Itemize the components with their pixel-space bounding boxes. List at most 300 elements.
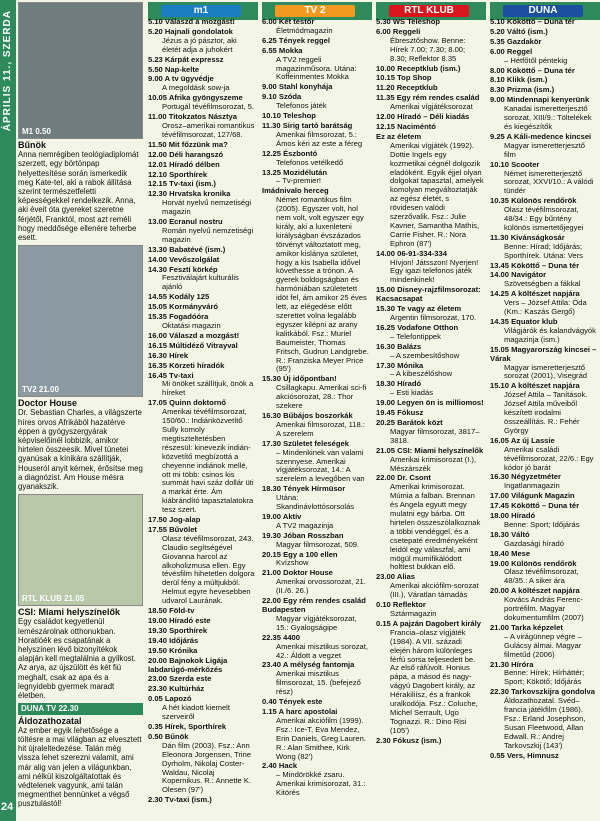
program-title: 23.30 Kultúrház xyxy=(148,684,205,694)
program-entry xyxy=(490,28,598,37)
program-description: József Attila – Tanítások. József Attila műveiből készített irodalmi összeállítás. R.: Fehér György xyxy=(504,390,588,435)
program-title: 5.30 WS Teleshop xyxy=(376,18,441,26)
program-description: Magyar ismeretterjesztő film xyxy=(504,140,586,159)
program-description: Áldozathozatal. Svéd–francia játékfilm (1986). Fsz.: Erland Josephson, Susan Fleetwood, Allan Edwall. R.: Andrej Tarkovszkij (143') xyxy=(504,696,586,750)
program-entry xyxy=(490,76,598,85)
program-description: – Telefontippek xyxy=(390,331,441,341)
schedule-column-m1 xyxy=(148,18,256,818)
program-entry xyxy=(262,169,370,187)
program-title: 17.00 Világunk Magazin xyxy=(490,491,575,501)
highlight-title: Áldozathozatal xyxy=(18,715,82,726)
program-entry xyxy=(148,141,256,150)
program-description: A TV2 magazinja xyxy=(276,520,334,530)
program-title: 6.00 Két testőr xyxy=(262,18,315,26)
program-title: 16.45 Tv-taxi xyxy=(148,370,194,380)
program-title: 17.45 Kököttő – Duna tér xyxy=(490,501,580,511)
program-entry xyxy=(490,67,598,76)
highlight-text: Az ember egyik lehetősége a töltésre a mai világban az elvesztett hit újraleltedezése. Talán még vissza lehet szerezni valamit, ami már alig van jelen a világunkban, ami nélkül kiszolgáltatottak és védtelenek vagyunk, ami talán megmenthet bennünket a végső pusztulástól! xyxy=(18,725,142,809)
program-title: 8.00 Kököttő – Duna tér xyxy=(490,65,575,75)
program-title: 12.00 Déli harangszó xyxy=(148,149,224,159)
program-entry xyxy=(262,18,370,36)
program-entry xyxy=(148,516,256,525)
program-title: 19.30 Sporthírek xyxy=(148,625,208,635)
program-description: Portugál tévéfilmsorozat, 5. xyxy=(162,102,255,112)
program-entry xyxy=(490,38,598,47)
highlights-column xyxy=(18,0,143,821)
program-title: 19.40 Időjárás xyxy=(148,635,199,645)
date-label: ÁPRILIS 11., SZERDA xyxy=(2,10,13,132)
program-title: 12.15 Naciméntó xyxy=(376,121,436,131)
program-title: 17.30 Mónika xyxy=(376,360,424,370)
program-title: 15.05 Kormányváró xyxy=(148,302,219,312)
page-number: 24 xyxy=(1,801,14,813)
program-title: 18.40 Mese xyxy=(490,548,531,558)
program-title: 5.20 Váltó (ism.) xyxy=(490,26,548,36)
program-entry xyxy=(148,685,256,694)
program-entry xyxy=(148,362,256,371)
program-description: Telefonos játék xyxy=(276,101,327,111)
program-description: Magyar ismeretterjesztő sorozat (2001), Visegrád xyxy=(504,362,588,381)
program-entry xyxy=(490,437,598,473)
program-entry xyxy=(148,399,256,515)
photo-m1 xyxy=(18,2,143,139)
program-title: 12.00 Híradó – Déli kiadás xyxy=(376,112,470,122)
program-entry xyxy=(148,637,256,646)
program-title: 16.35 Körzeti híradók xyxy=(148,360,225,370)
program-description: Hívjon! Játsszon! Nyerjen! Egy igazi telefonos játék mindenkinek! xyxy=(390,257,479,285)
program-entry xyxy=(490,318,598,345)
program-entry xyxy=(262,150,370,168)
program-title: 10.05 Afrika gyöngyszeme xyxy=(148,93,243,103)
program-description: Német ismeretterjesztő sorozat, XXVI/10.: A válódi tündér xyxy=(504,168,594,196)
program-entry xyxy=(148,733,256,795)
program-title: 16.00 Válaszd a mozgást! xyxy=(148,330,240,340)
program-title: 14.00 Navigátor xyxy=(490,270,547,280)
program-title: 20.00 A költészet napjára xyxy=(490,586,580,596)
photo-tv2 xyxy=(18,245,143,397)
program-title: 11.30 Kivánságkosár xyxy=(490,232,565,242)
tv2-logo: TV 2 xyxy=(275,5,355,17)
program-title: 21.00 Doktor House xyxy=(262,568,333,578)
program-title: 10.35 Különös rendőrök xyxy=(490,196,577,206)
program-title: 13.25 Mozidélután xyxy=(262,167,327,177)
program-title: 5.35 Gazdakör xyxy=(490,36,542,46)
program-title: 17.30 Születet feleségek xyxy=(262,438,349,448)
section-bar: DUNA TV 22.30 xyxy=(18,703,143,714)
program-title: 18.30 Tények Hírmüsor xyxy=(262,484,346,494)
program-entry xyxy=(376,620,484,736)
program-entry xyxy=(148,75,256,93)
program-entry xyxy=(148,94,256,112)
program-entry xyxy=(490,550,598,559)
program-entry xyxy=(490,161,598,197)
program-title: 15.35 Fogadóóra xyxy=(148,312,209,322)
program-entry xyxy=(262,83,370,92)
program-description: Világjárók és kalandvágyók magazinja (ism.) xyxy=(504,325,596,344)
program-title: 15.30 Te vagy az életem xyxy=(376,304,462,314)
program-entry xyxy=(148,293,256,302)
program-description: Telefonos vetélkedő xyxy=(276,157,344,167)
program-title: 0.50 Bűnök xyxy=(148,731,189,741)
program-entry xyxy=(376,74,484,83)
m1-logo: m1 xyxy=(161,5,241,17)
program-entry xyxy=(148,313,256,331)
program-description: A megoldásk sow-ja xyxy=(162,83,230,93)
program-description: – Esti kiadás xyxy=(390,388,434,398)
program-entry xyxy=(376,94,484,112)
program-description: Benne: Hírek; Hírháttér; Sport; Kökötő; Időjárás xyxy=(504,668,585,687)
program-entry xyxy=(376,343,484,361)
program-title: 23.40 A mélység fantomja xyxy=(262,660,355,670)
program-entry xyxy=(262,187,370,374)
program-title: 12.30 Hrvatska kronika xyxy=(148,189,231,199)
program-entry xyxy=(376,113,484,122)
program-entry xyxy=(490,133,598,160)
program-entry xyxy=(262,47,370,83)
program-entry xyxy=(262,597,370,633)
program-title: 0.55 Vers, Himnusz xyxy=(490,750,559,760)
program-entry xyxy=(376,286,484,304)
program-title: 18.00 Híradó xyxy=(490,511,536,521)
program-entry xyxy=(490,661,598,688)
program-title: Ez az életem xyxy=(376,131,422,141)
program-entry xyxy=(376,65,484,74)
program-title: 5.10 Válaszd a mozgást! xyxy=(148,18,235,26)
program-title: 20.25 Barátok közt xyxy=(376,417,443,427)
program-description: – Tv-premier! xyxy=(276,176,322,186)
program-title: 19.00 Különös rendőrök xyxy=(490,558,577,568)
program-title: 14.55 Kodály 125 xyxy=(148,292,210,302)
program-description: Szövetségben a fákkal xyxy=(504,279,581,289)
program-title: 11.20 Receptklub xyxy=(376,83,438,93)
program-description: Amerikai misztikus sorozat, 42.: Áldott a vegzet xyxy=(276,641,368,660)
program-description: Utána: Skandinávlottósorsolás xyxy=(276,493,355,512)
program-title: 16.30 Bűbájos boszorkák xyxy=(262,410,353,420)
program-entry xyxy=(148,617,256,626)
program-title: 16.15 Múltidéző Vitrayval xyxy=(148,340,238,350)
program-title: 23.00 Szerda este xyxy=(148,674,212,684)
program-title: 11.00 Titokzatos Násztya xyxy=(148,112,237,122)
program-entry xyxy=(490,96,598,132)
program-title: 19.00 Aktív xyxy=(262,511,302,521)
schedule-column-rtl xyxy=(376,18,484,818)
program-title: 14.25 A költészet napjára xyxy=(490,289,580,299)
program-description: Gazdasági híradó xyxy=(504,538,564,548)
program-description: Amerikai vígjáték (1992). Dottie Ingels egy kozmetikai cégnél dolgozik eladóként. Egyik éjjel olyan dolgokat tapasztal, amelyek komolyan megváltoztatják az egész életét, s rövidesen valódi szerzővalik. Fsz.: Julie Kavner, Samantha Mathis, Carrie Fisher. R.: Nora Ephron (87') xyxy=(390,140,484,248)
program-entry xyxy=(490,688,598,750)
program-entry xyxy=(148,171,256,180)
program-title: 9.00 Stahl konyhája xyxy=(262,82,333,92)
program-title: 21.00 Tarka képzelet xyxy=(490,622,563,632)
program-entry xyxy=(490,234,598,261)
program-entry xyxy=(262,375,370,411)
program-title: 14.30 Fesztí körkép xyxy=(148,264,218,274)
program-entry xyxy=(148,28,256,55)
program-title: 14.35 Equator klub xyxy=(490,317,558,326)
program-title: 16.05 Az új Lassie xyxy=(490,435,555,445)
program-entry xyxy=(490,382,598,435)
program-entry xyxy=(262,412,370,439)
program-entry xyxy=(376,362,484,380)
program-title: 10.10 Teleshop xyxy=(262,111,316,121)
program-title: 11.35 Egy rém rendes család xyxy=(376,93,480,103)
program-entry xyxy=(376,601,484,619)
highlight-title: CSI: Miami helyszínelők xyxy=(18,607,121,618)
program-entry xyxy=(262,532,370,550)
program-description: Benne: Hírad; Időjárás; Sporthírek. Utána: Vers xyxy=(504,241,583,260)
program-description: Dán film (2003). Fsz.: Ann Eleonora Jorgensen, Trine Dyrholm, Nikolaj Coster-Waldau, Nicolaj Kopernikus. R.: Annette K. Olesen (97') xyxy=(162,740,252,795)
program-title: 1.15 A harc apostolai xyxy=(262,706,338,716)
program-entry xyxy=(490,271,598,289)
program-description: – Mindörökké zsaru. Amerikai krimisorozat, 31.: Kitörés xyxy=(276,770,366,798)
program-title: 22.30 Tarkovszkijra gondolva xyxy=(490,687,595,697)
program-title: 13.45 Kököttő – Duna tér xyxy=(490,260,580,270)
program-description: Kanadai ismeretterjesztő sorozat, XIII/9.: Töltelékek és kiegészítők xyxy=(504,104,592,131)
program-description: Csillagkapu. Amerikai sci-fi akciósorozat, 28.: Thor szekere xyxy=(276,383,367,411)
program-title: 16.30 Hírek xyxy=(148,350,189,360)
program-entry xyxy=(376,324,484,342)
program-title: 19.45 Fókusz xyxy=(376,408,424,418)
program-title: 12.10 Sporthírek xyxy=(148,169,208,179)
program-title: 8.10 Klikk (ism.) xyxy=(490,75,548,85)
program-entry xyxy=(262,708,370,761)
program-title: Imádnivalo herceg xyxy=(262,186,329,196)
program-entry xyxy=(490,262,598,271)
program-title: 0.05 Lapozó xyxy=(148,694,192,704)
program-entry xyxy=(262,93,370,111)
program-entry xyxy=(490,587,598,623)
program-description: – A kibeszélőshow xyxy=(390,369,453,379)
program-title: 17.50 Jog-alap xyxy=(148,515,201,525)
program-entry xyxy=(376,573,484,600)
program-description: Olasz tévéfilmsorozat, 48/34.: Egy bűntény különös ismertetőjegyei xyxy=(504,205,584,232)
program-description: Amerikai akciófilm-sorozat (III.), Váratlan támadás xyxy=(390,581,479,600)
rtl-logo: RTL KLUB xyxy=(389,5,469,17)
program-title: 17.05 Quinn doktornő xyxy=(148,398,227,408)
program-description: Kovács András Ferenc-portréfilm. Magyar dokumentumfilm (2007) xyxy=(504,595,584,622)
program-entry xyxy=(262,762,370,798)
program-description: Vers – József Attila: Óda (Km.: Kaszás Gergő) xyxy=(504,298,587,317)
program-description: Olasz tévéfilmsorozat, 48/35.: A siker ára xyxy=(504,567,579,586)
program-title: 0.15 A pajzán Dagobert király xyxy=(376,618,481,628)
program-description: Benne: Sport; Időjárás xyxy=(504,519,580,529)
program-description: Olasz tévéfilmsorozat, 243. Claudio segítségével Giovanna harcol az alkoholizmusa ellen. Egy tévésfilm hihetetlen dolgora derül fény a múltjukból. Helmut egyre hevesebben udvarol Laurának. xyxy=(162,533,255,606)
program-title: 5.50 Nap-kelte xyxy=(148,64,200,74)
program-title: 21.05 CSI: Miami helyszínelők xyxy=(376,445,484,455)
program-title: 9.00 Mindennapi kenyerünk xyxy=(490,95,590,105)
program-title: 11.50 Mit főzzünk ma? xyxy=(148,139,228,149)
program-title: 13.00 Ecranul nostru xyxy=(148,217,223,227)
program-description: – Hétfőtől péntekig xyxy=(504,55,568,65)
program-description: Amerikai misztikus filmsorozat, 15. (befejező rész) xyxy=(276,669,361,697)
photo-caption: RTL KLUB 21.05 xyxy=(22,594,85,604)
program-title: 20.15 Egy a 100 ellen xyxy=(262,549,338,559)
program-title: 12.01 Híradó délben xyxy=(148,159,220,169)
program-description: Sztármagazin xyxy=(390,609,437,618)
program-entry xyxy=(490,752,598,761)
program-description: Mi önöket szállítjuk, önök a híreket xyxy=(162,379,254,398)
program-entry xyxy=(376,380,484,398)
program-title: 15.30 Új időpontban! xyxy=(262,374,337,384)
highlight-text: Dr. Sebastian Charles, a világszerte híres orvos Afrikából hazatérve éppen a gyógyszergyárak képviselőinél lobbizik, amikor hirtelen összeesik. Mivel tünetei gyanúsak a kínikára szállítják, Houseról anyit kérnek, érősítse meg a diagnózist. Am House mésra gyanakszik. xyxy=(18,408,143,492)
program-entry xyxy=(490,502,598,511)
program-description: Életmódmagazin xyxy=(276,25,333,35)
program-entry xyxy=(262,485,370,512)
program-entry xyxy=(490,197,598,233)
program-description: A TV2 reggeli magazinműsora. Utána: Koffeinmentes Mokka xyxy=(276,54,357,82)
program-title: 0.35 Hírek, Sporthírek xyxy=(148,721,227,731)
schedule-column-tv2 xyxy=(262,18,370,818)
program-title: 13.30 Babatévé (ism.) xyxy=(148,244,226,254)
program-title: 0.40 Tények este xyxy=(262,697,323,707)
program-title: 2.30 Fókusz (ism.) xyxy=(376,735,442,745)
program-entry xyxy=(376,409,484,418)
program-description: Argentin filmsorozat, 170. xyxy=(390,313,477,322)
program-title: 12.25 Észbontó xyxy=(262,148,318,158)
photo-caption: TV2 21.00 xyxy=(22,385,59,395)
program-entry xyxy=(148,161,256,170)
program-entry xyxy=(490,473,598,491)
program-entry xyxy=(148,56,256,65)
program-title: 9.10 Szóda xyxy=(262,92,302,102)
program-description: Amerikai krimisorozat (I.), Mészárszék xyxy=(390,454,477,473)
program-entry xyxy=(490,290,598,317)
program-entry xyxy=(376,250,484,286)
program-description: Francia–olasz vígjáték (1984). A VII. századi elején három különleges férfú sorsa teljesedett be. Az első ráfúvolt. Honius pápa, a másod és nagyvágyú Dagobert király, az Hérakiliísz, és a frankok uralkodója. Fsz.: Coluche, Michel Serrault, Ugo Tognazzi. R.: Dino Risi (105') xyxy=(390,627,478,735)
program-entry xyxy=(376,474,484,572)
program-description: Amerikai filmsorozat, 118.: A szerelem xyxy=(276,419,365,438)
program-entry xyxy=(376,737,484,746)
program-description: Magyar vígjátéksorozat, 15.: Gyalogságipe xyxy=(276,613,357,632)
program-entry xyxy=(148,190,256,217)
program-title: 9.00 A tv ügyvédje xyxy=(148,74,214,84)
program-entry xyxy=(148,607,256,616)
program-description: Román nyelvű nemzetiségi magazin xyxy=(162,225,254,244)
program-description: Ébresztőshow. Benne: Hírek 7.00; 7.30; 8.00; 8.30; Reflektor 8.35 xyxy=(390,35,466,63)
program-title: 2.40 Hack xyxy=(262,761,298,771)
program-description: – A virágünnep végre – Gulácsy álmai. Magyar filmetűd (2006) xyxy=(504,631,582,659)
program-entry xyxy=(376,133,484,249)
program-entry xyxy=(148,218,256,245)
program-title: 10.15 Top Shop xyxy=(376,73,432,83)
program-title: 21.30 Híróra xyxy=(490,659,534,669)
program-entry xyxy=(148,657,256,675)
program-title: 17.55 Bűvölet xyxy=(148,524,197,534)
photo-caption: M1 0.50 xyxy=(22,126,51,136)
program-entry xyxy=(376,399,484,408)
program-title: 9.25 A Káli-medence kincsei xyxy=(490,131,592,141)
program-entry xyxy=(148,246,256,255)
program-entry xyxy=(148,151,256,160)
program-description: Kvízshow xyxy=(276,558,309,568)
program-title: 22.00 Egy rém rendes család Budapesten xyxy=(262,596,366,614)
program-description: Horvát nyelvű nemzetiségi magazin xyxy=(162,198,252,217)
photo-rtl xyxy=(18,494,143,606)
program-title: 22.35 4400 xyxy=(262,632,301,642)
program-title: 6.25 Tények reggel xyxy=(262,35,330,45)
program-entry xyxy=(148,352,256,361)
program-title: 5.10 Kököttő – Duna tér xyxy=(490,18,575,26)
program-title: 16.30 Balázs xyxy=(376,341,422,351)
program-entry xyxy=(490,86,598,95)
program-entry xyxy=(262,513,370,531)
program-entry xyxy=(490,48,598,66)
program-entry xyxy=(148,627,256,636)
program-description: – A szembesítőshow xyxy=(390,350,460,360)
program-entry xyxy=(262,634,370,661)
highlight-title: Bűnök xyxy=(18,140,46,150)
program-entry xyxy=(148,113,256,140)
program-entry xyxy=(376,28,484,64)
program-title: 11.30 Sírig tartó barátság xyxy=(262,120,353,130)
program-description: Jézus a jó pásztor, aki életét adja a juhokért xyxy=(162,35,237,54)
program-description: Magyar filmsorozat, 3817–3818. xyxy=(390,426,480,445)
program-entry xyxy=(148,18,256,27)
program-title: 19.50 Krónika xyxy=(148,645,198,655)
program-title: 5.23 Kárpát expressz xyxy=(148,54,224,64)
program-entry xyxy=(262,112,370,121)
program-entry xyxy=(262,122,370,149)
program-description: – Mindenkinek van valami szennyese. Amerikai vígjátéksorozat, 14.: A szerelem a levegőben van xyxy=(276,447,365,484)
program-entry xyxy=(148,332,256,341)
program-title: 6.00 Reggeli xyxy=(376,26,421,36)
program-title: 22.00 Dr. Csont xyxy=(376,473,431,483)
program-entry xyxy=(490,18,598,27)
highlight-title: Doctor House xyxy=(18,398,78,409)
program-title: 14.00 Vevőszolgálat xyxy=(148,254,220,264)
program-title: 15.00 Disney-rajzfilmsorozat: Kacsacsapat xyxy=(376,285,481,304)
program-entry xyxy=(148,723,256,732)
program-title: 16.30 Négyzetméter xyxy=(490,472,561,482)
program-entry xyxy=(262,551,370,569)
highlight-text: Egy családot kegyetlenül lemészárolnak otthonukban. Horatióék es csapatának a helyszínen lévő bizonyítékok alapján kell megtalálnia a gyilkost. Az arya, az újszülött és két fiú meghalt, csak az apa és a legnyidebb gyermek maradt életben. xyxy=(18,617,136,701)
program-title: 18.30 Híradó xyxy=(376,379,422,389)
program-entry xyxy=(490,560,598,587)
program-entry xyxy=(262,698,370,707)
program-title: 12.15 Tv-taxi (ism.) xyxy=(148,179,216,189)
program-title: 19.00 Híradó este xyxy=(148,616,211,625)
program-entry xyxy=(376,447,484,474)
program-entry xyxy=(490,624,598,660)
program-title: 6.00 Reggel xyxy=(490,46,533,56)
program-title: 5.20 Hajnali gondolatok xyxy=(148,26,233,36)
program-description: Ingatlanmagazin xyxy=(504,481,560,491)
program-description: Amerikai krimisorozat. Múmia a falban. Brennan és Angela egyutt megy mulatni egy bárba. Ott hirtelen összeszólalkoznak a többi vendéggel, és a csetepaté eredményeként leidól egy válaszfal, ami mögül mumifikálódott holttest bukkan elő. xyxy=(390,482,481,572)
program-description: Amerikai filmsorozat, 5.: Ámos kéri az este a féreg xyxy=(276,129,363,148)
program-title: 10.00 Receptklub (ism.) xyxy=(376,63,461,73)
program-title: 19.30 Jóban Rosszban xyxy=(262,530,344,540)
program-title: 16.25 Vodafone Otthon xyxy=(376,322,459,332)
program-entry xyxy=(262,37,370,46)
program-description: Oktatási magazin xyxy=(162,321,221,330)
program-entry xyxy=(490,346,598,382)
program-entry xyxy=(376,123,484,132)
program-entry xyxy=(148,303,256,312)
program-title: 15.05 Magyarország kincsei – Várak xyxy=(490,344,597,363)
program-entry xyxy=(376,84,484,93)
program-entry xyxy=(148,647,256,656)
program-title: 0.10 Reflektor xyxy=(376,600,426,610)
side-strip xyxy=(0,0,16,821)
program-description: Amerikai akciófilm (1999). Fsz.: Ice-T, Eva Mendez, Erin Daniels, Greg Lauren. R.: Alan Smithee, Kirk Wong (82') xyxy=(276,715,366,761)
program-description: Amerikai vígjátéksorozat xyxy=(390,102,473,112)
program-entry xyxy=(490,531,598,549)
program-title: 14.00 06-91-334-334 xyxy=(376,248,447,258)
program-entry xyxy=(148,526,256,606)
program-title: 8.30 Prizma (ism.) xyxy=(490,85,555,95)
program-title: 20.00 Bajnokok Ligája labdarúgó-mérkőzés xyxy=(148,655,228,674)
program-title: 23.00 Alias xyxy=(376,572,415,582)
